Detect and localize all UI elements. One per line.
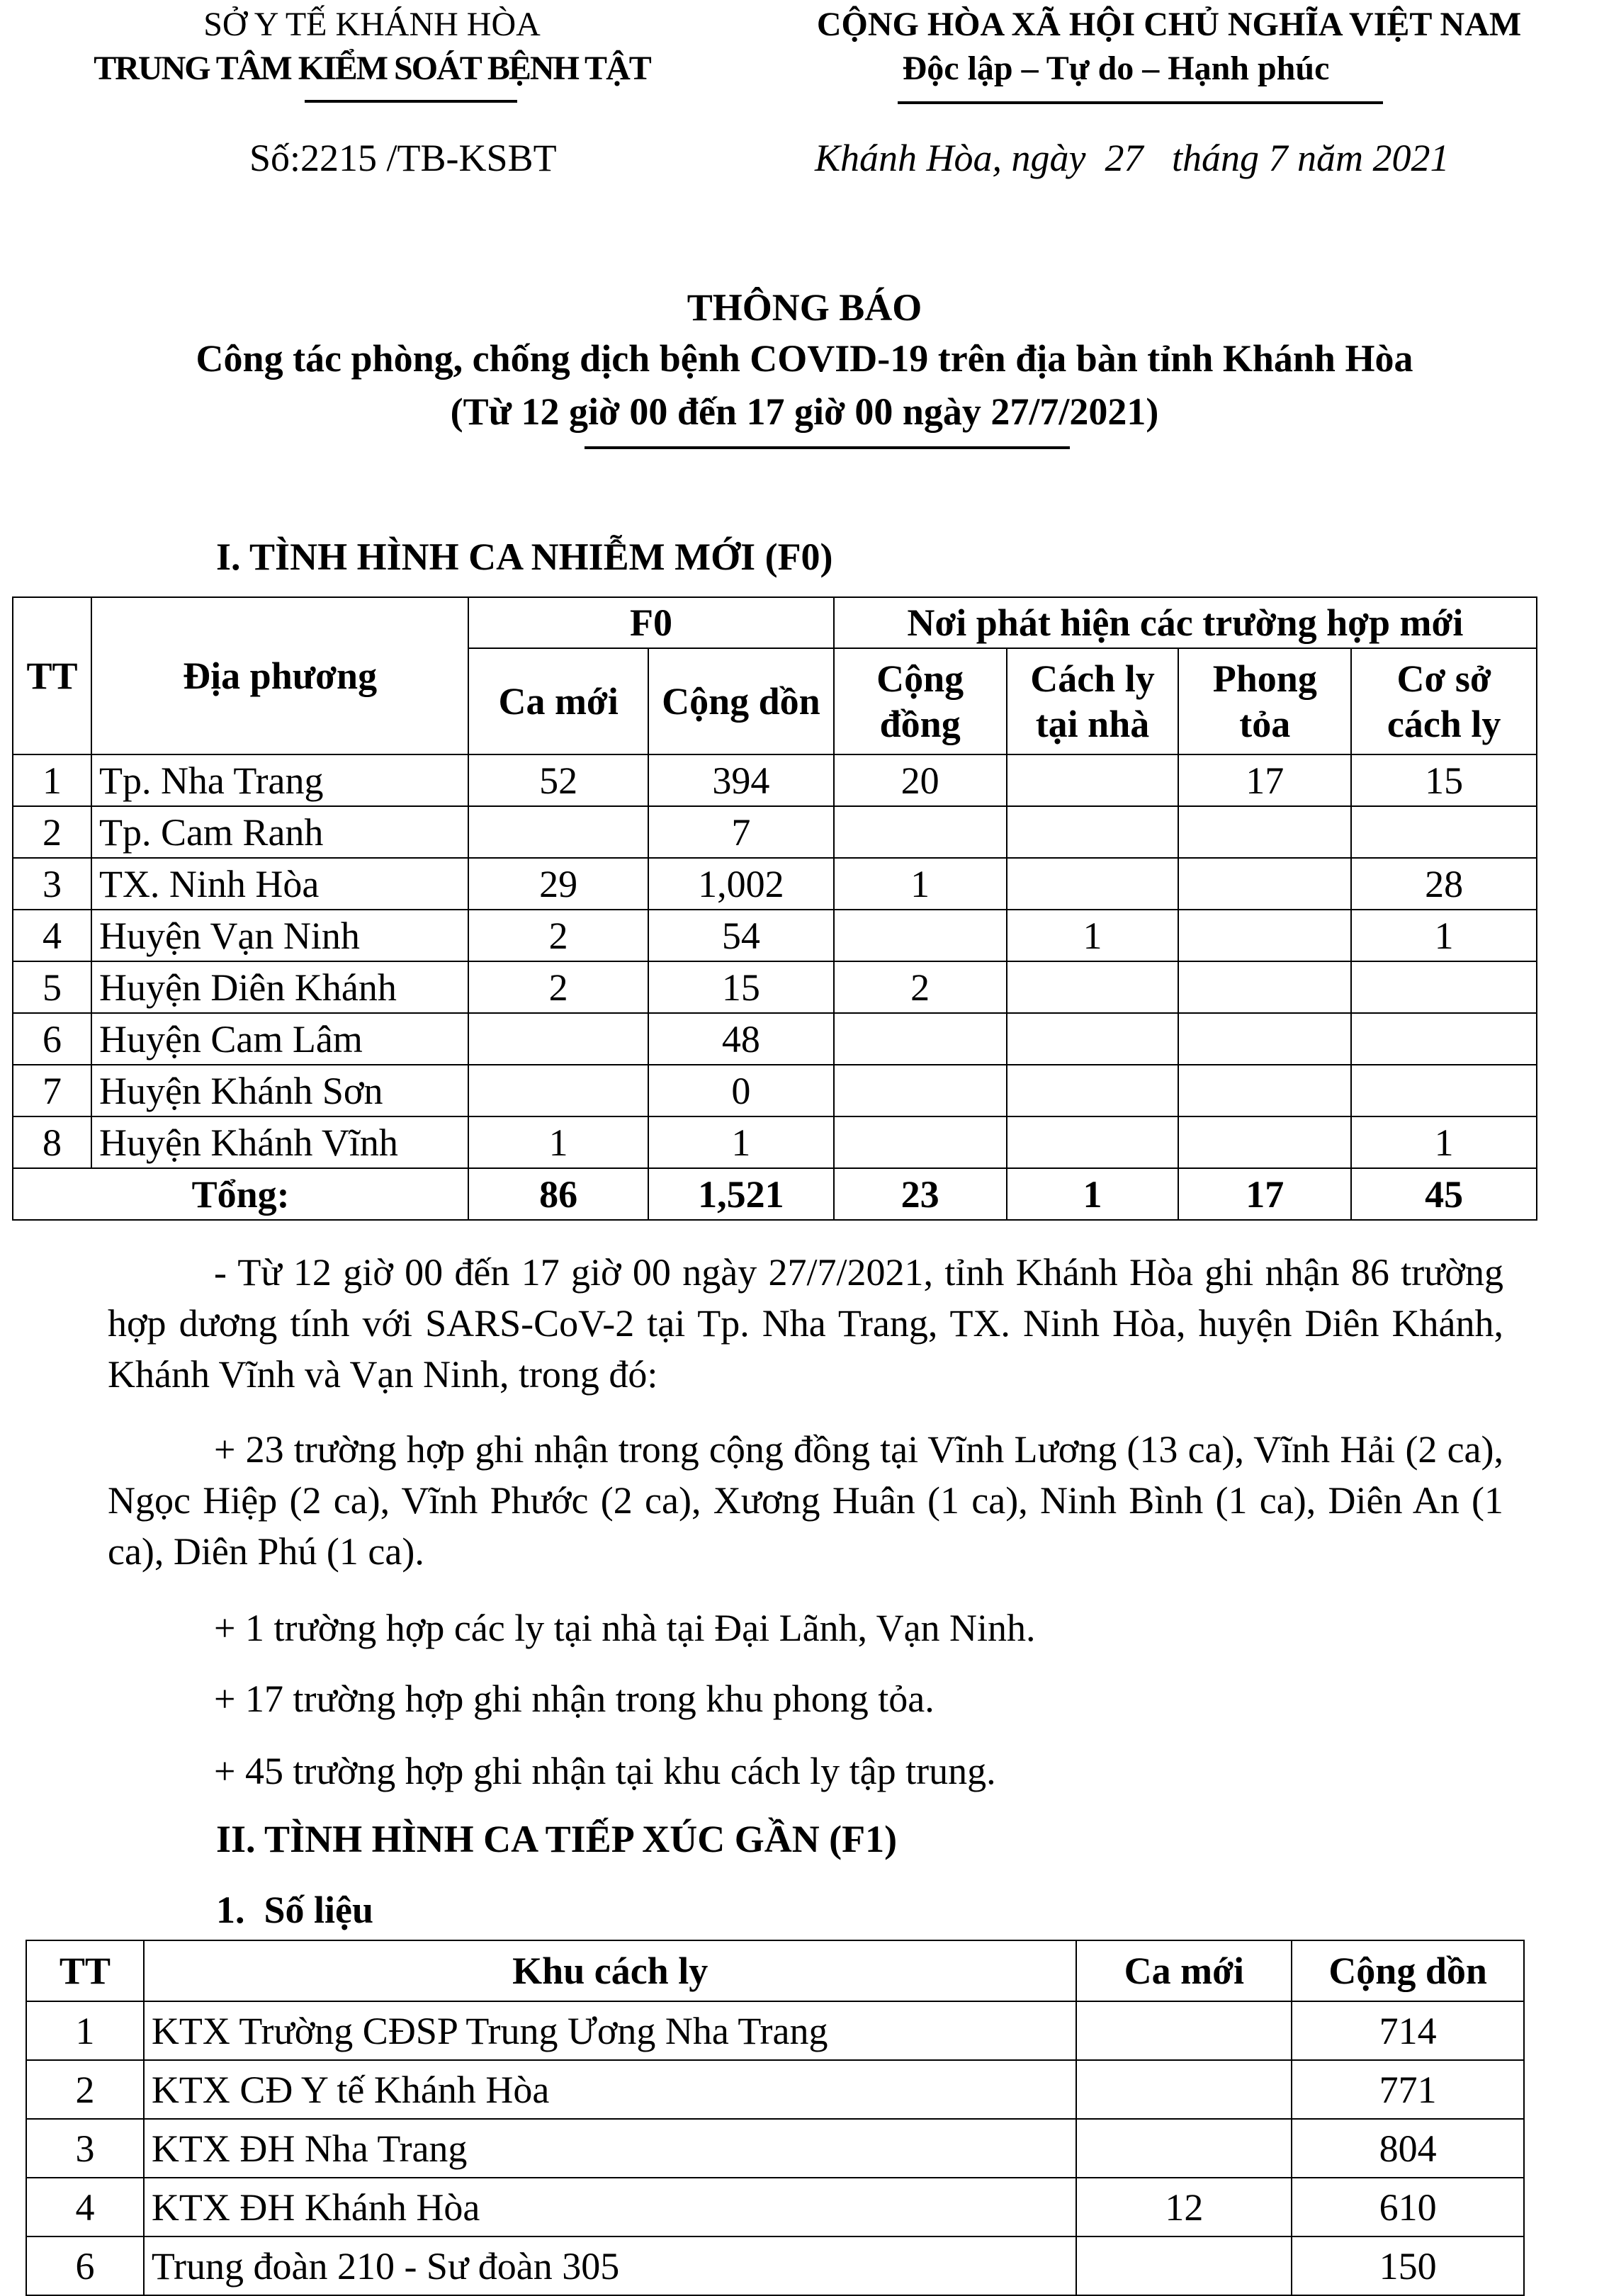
f0-table (12, 596, 1537, 1221)
row-home-quarantine (1007, 961, 1179, 1013)
header-detection: Nơi phát hiện các trường hợp mới (834, 597, 1537, 648)
table-row (26, 2236, 1524, 2295)
row-cumulative: 7 (648, 806, 834, 858)
row-facility (1351, 961, 1537, 1013)
row-area: KTX Trường CĐSP Trung Ương Nha Trang (144, 2001, 1077, 2060)
row-new-cases (468, 806, 648, 858)
notice-period: (Từ 12 giờ 00 đến 17 giờ 00 ngày 27/7/2021) (450, 390, 1159, 433)
table-row (26, 2119, 1524, 2178)
row-cumulative: 610 (1292, 2178, 1524, 2236)
row-locality: TX. Ninh Hòa (91, 858, 468, 910)
row-facility: 1 (1351, 1116, 1537, 1168)
row-community (834, 1065, 1007, 1116)
notice-title: THÔNG BÁO (687, 286, 922, 329)
community-paragraph: + 23 trường hợp ghi nhận trong cộng đồng tại Vĩnh Lương (13 ca), Vĩnh Hải (2 ca), Ngọc Hiệp (2 ca), Vĩnh Phước (2 ca), Xương Huân (1 ca), Ninh Bình (1 ca), Diên An (1 ca), Diên Phú (1 ca). (108, 1428, 1503, 1573)
table-row (26, 2001, 1524, 2060)
row-community (834, 910, 1007, 961)
total-home: 1 (1007, 1168, 1179, 1220)
row-new-cases (1076, 2060, 1292, 2119)
section-2-heading: II. TÌNH HÌNH CA TIẾP XÚC GẦN (F1) (216, 1818, 898, 1860)
row-locality: Huyện Khánh Sơn (91, 1065, 468, 1116)
agency-underline (305, 100, 517, 103)
row-facility: 15 (1351, 754, 1537, 806)
row-cumulative: 394 (648, 754, 834, 806)
facility-paragraph: + 45 trường hợp ghi nhận tại khu cách ly tập trung. (214, 1750, 996, 1792)
table-row (13, 1065, 1537, 1116)
row-locality: Huyện Khánh Vĩnh (91, 1116, 468, 1168)
table-row (13, 806, 1537, 858)
agency-parent: SỞ Y TẾ KHÁNH HÒA (203, 6, 541, 43)
row-locality: Huyện Vạn Ninh (91, 910, 468, 961)
row-tt: 3 (26, 2119, 144, 2178)
row-facility (1351, 806, 1537, 858)
row-community: 1 (834, 858, 1007, 910)
title-underline (585, 446, 1070, 449)
row-new-cases: 52 (468, 754, 648, 806)
row-tt: 7 (13, 1065, 91, 1116)
row-lockdown (1178, 961, 1351, 1013)
header-lockdown: Phong tỏa (1178, 648, 1351, 754)
row-tt: 6 (26, 2236, 144, 2295)
row-area: KTX ĐH Nha Trang (144, 2119, 1077, 2178)
total-label: Tổng: (13, 1168, 468, 1220)
total-cumulative: 1,521 (648, 1168, 834, 1220)
row-lockdown (1178, 910, 1351, 961)
row-tt: 1 (13, 754, 91, 806)
row-tt: 5 (13, 961, 91, 1013)
header-cumulative: Cộng dồn (1292, 1940, 1524, 2001)
home-quarantine-paragraph: + 1 trường hợp các ly tại nhà tại Đại Lãnh, Vạn Ninh. (214, 1607, 1036, 1649)
agency-name: TRUNG TÂM KIỂM SOÁT BỆNH TẬT (94, 50, 650, 87)
row-tt: 6 (13, 1013, 91, 1065)
row-community: 20 (834, 754, 1007, 806)
row-lockdown (1178, 1116, 1351, 1168)
header-tt: TT (13, 597, 91, 754)
row-new-cases: 29 (468, 858, 648, 910)
table-row (13, 754, 1537, 806)
header-cumulative: Cộng dồn (648, 648, 834, 754)
row-lockdown (1178, 858, 1351, 910)
row-cumulative: 0 (648, 1065, 834, 1116)
row-new-cases: 2 (468, 910, 648, 961)
total-community: 23 (834, 1168, 1007, 1220)
national-title: CỘNG HÒA XÃ HỘI CHỦ NGHĨA VIỆT NAM (816, 6, 1522, 43)
row-cumulative: 771 (1292, 2060, 1524, 2119)
header-tt: TT (26, 1940, 144, 2001)
header-home-quarantine: Cách ly tại nhà (1007, 648, 1179, 754)
header-area: Khu cách ly (144, 1940, 1077, 2001)
row-new-cases (1076, 2001, 1292, 2060)
total-new: 86 (468, 1168, 648, 1220)
row-cumulative: 714 (1292, 2001, 1524, 2060)
row-tt: 2 (13, 806, 91, 858)
row-new-cases (1076, 2236, 1292, 2295)
row-locality: Huyện Cam Lâm (91, 1013, 468, 1065)
row-locality: Tp. Nha Trang (91, 754, 468, 806)
row-community (834, 806, 1007, 858)
row-area: KTX CĐ Y tế Khánh Hòa (144, 2060, 1077, 2119)
row-area: KTX ĐH Khánh Hòa (144, 2178, 1077, 2236)
total-row (13, 1168, 1537, 1220)
header-f0: F0 (468, 597, 833, 648)
lockdown-paragraph: + 17 trường hợp ghi nhận trong khu phong tỏa. (214, 1678, 935, 1720)
row-home-quarantine (1007, 1013, 1179, 1065)
row-tt: 8 (13, 1116, 91, 1168)
row-tt: 1 (26, 2001, 144, 2060)
row-cumulative: 804 (1292, 2119, 1524, 2178)
row-new-cases: 1 (468, 1116, 648, 1168)
row-cumulative: 54 (648, 910, 834, 961)
row-cumulative: 15 (648, 961, 834, 1013)
row-area: Trung đoàn 210 - Sư đoàn 305 (144, 2236, 1077, 2295)
row-new-cases (468, 1013, 648, 1065)
row-cumulative: 150 (1292, 2236, 1524, 2295)
motto-underline (898, 101, 1383, 104)
row-locality: Tp. Cam Ranh (91, 806, 468, 858)
total-lockdown: 17 (1178, 1168, 1351, 1220)
table-row (26, 2060, 1524, 2119)
row-home-quarantine (1007, 754, 1179, 806)
notice-subject: Công tác phòng, chống dịch bệnh COVID-19 trên địa bàn tỉnh Khánh Hòa (196, 337, 1413, 380)
row-home-quarantine (1007, 806, 1179, 858)
row-home-quarantine (1007, 858, 1179, 910)
document-date: Khánh Hòa, ngày 27 tháng 7 năm 2021 (815, 137, 1450, 179)
row-new-cases (1076, 2119, 1292, 2178)
row-tt: 4 (13, 910, 91, 961)
row-new-cases: 12 (1076, 2178, 1292, 2236)
row-home-quarantine: 1 (1007, 910, 1179, 961)
row-lockdown (1178, 806, 1351, 858)
row-new-cases: 2 (468, 961, 648, 1013)
row-lockdown (1178, 1013, 1351, 1065)
table-row (13, 1116, 1537, 1168)
row-cumulative: 1 (648, 1116, 834, 1168)
national-motto: Độc lập – Tự do – Hạnh phúc (902, 50, 1330, 87)
row-community (834, 1013, 1007, 1065)
header-new-cases: Ca mới (1076, 1940, 1292, 2001)
row-cumulative: 1,002 (648, 858, 834, 910)
row-community: 2 (834, 961, 1007, 1013)
row-facility (1351, 1013, 1537, 1065)
row-tt: 2 (26, 2060, 144, 2119)
header-community: Cộng đồng (834, 648, 1007, 754)
total-facility: 45 (1351, 1168, 1537, 1220)
table-row (13, 961, 1537, 1013)
section-1-heading: I. TÌNH HÌNH CA NHIỄM MỚI (F0) (216, 536, 833, 578)
table-row (13, 858, 1537, 910)
row-facility (1351, 1065, 1537, 1116)
row-home-quarantine (1007, 1116, 1179, 1168)
row-facility: 1 (1351, 910, 1537, 961)
table-row (26, 2178, 1524, 2236)
row-locality: Huyện Diên Khánh (91, 961, 468, 1013)
summary-paragraph: - Từ 12 giờ 00 đến 17 giờ 00 ngày 27/7/2021, tỉnh Khánh Hòa ghi nhận 86 trường hợp dương tính với SARS-CoV-2 tại Tp. Nha Trang, TX. Ninh Hòa, huyện Diên Khánh, Khánh Vĩnh và Vạn Ninh, trong đó: (108, 1251, 1503, 1396)
section-2-subheading: 1. Số liệu (216, 1889, 374, 1931)
f1-table (26, 1940, 1525, 2296)
row-tt: 4 (26, 2178, 144, 2236)
row-facility: 28 (1351, 858, 1537, 910)
header-locality: Địa phương (91, 597, 468, 754)
row-home-quarantine (1007, 1065, 1179, 1116)
document-number: Số:2215 /TB-KSBT (249, 137, 557, 179)
row-lockdown: 17 (1178, 754, 1351, 806)
row-lockdown (1178, 1065, 1351, 1116)
header-new-cases: Ca mới (468, 648, 648, 754)
header-quarantine-facility: Cơ sở cách ly (1351, 648, 1537, 754)
row-new-cases (468, 1065, 648, 1116)
row-community (834, 1116, 1007, 1168)
row-cumulative: 48 (648, 1013, 834, 1065)
table-row (13, 1013, 1537, 1065)
table-row (13, 910, 1537, 961)
row-tt: 3 (13, 858, 91, 910)
